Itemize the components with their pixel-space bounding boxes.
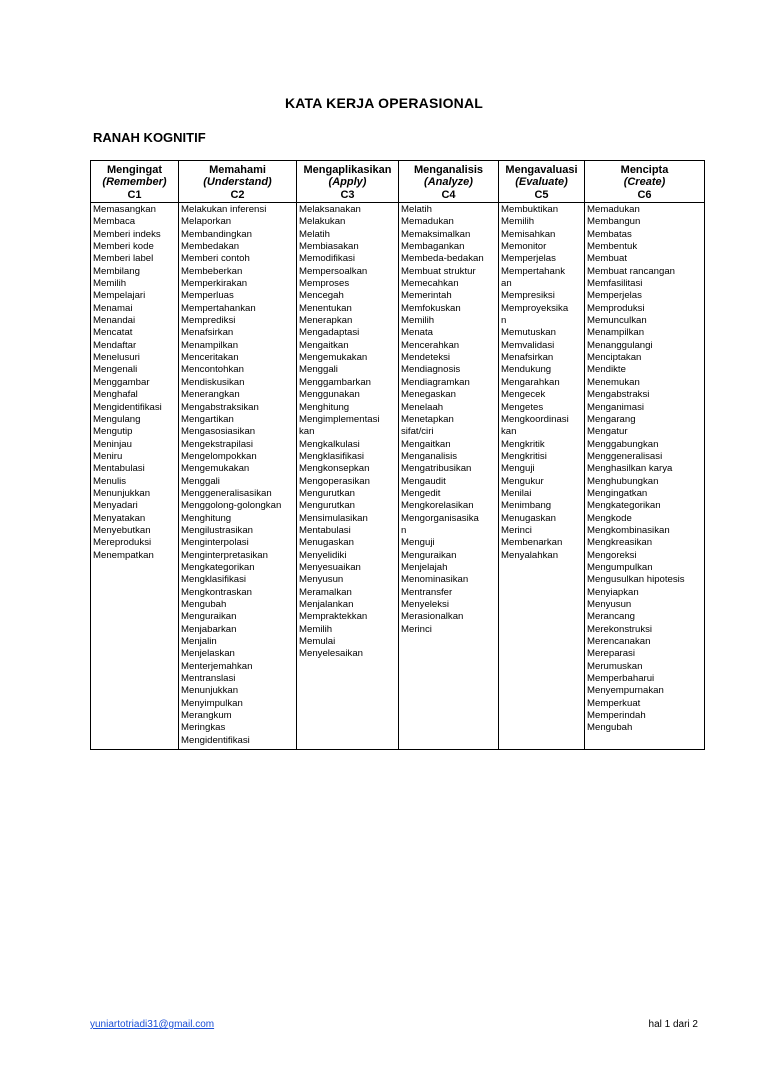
verb-list-c2 xyxy=(179,203,297,750)
verb-item: Menggali xyxy=(181,475,220,487)
verb-item: Menata xyxy=(401,327,433,339)
verb-item: Menentukan xyxy=(299,302,352,314)
verb-item: Memperjelas xyxy=(587,290,642,302)
column-code-c3: C3 xyxy=(297,189,399,203)
verb-item: Menghitung xyxy=(181,512,232,524)
verb-item: Membilang xyxy=(93,265,140,277)
verb-item: Menerapkan xyxy=(299,315,353,327)
verb-item: Menerangkan xyxy=(181,389,240,401)
verb-item: Mengklasifikasi xyxy=(299,450,365,462)
verb-item: an xyxy=(501,278,512,290)
verb-item: Menampilkan xyxy=(181,339,239,351)
verb-item: Menafsirkan xyxy=(501,352,554,364)
verb-item: Mengukur xyxy=(501,475,544,487)
verb-item: Mengkritisi xyxy=(501,450,547,462)
verb-item: Menjabarkan xyxy=(181,623,237,635)
verb-item: Meramalkan xyxy=(299,586,352,598)
verb-item: Mempersoalkan xyxy=(299,265,368,277)
verb-item: Memadukan xyxy=(401,216,454,228)
verb-item: Mempraktekkan xyxy=(299,611,368,623)
verb-item: Menulis xyxy=(93,475,127,487)
verb-item: Melakukan inferensi xyxy=(181,204,267,215)
verb-item: Memunculkan xyxy=(587,315,647,327)
verb-item: Menjalankan xyxy=(299,599,354,610)
verb-item: Merancang xyxy=(587,611,635,623)
verb-item: Memisahkan xyxy=(501,228,556,240)
verb-item: Mengubah xyxy=(181,599,227,610)
verb-item: Menafsirkan xyxy=(181,327,234,339)
verb-item: Melakukan xyxy=(299,216,346,228)
verb-item: Mendiskusikan xyxy=(181,376,245,388)
verb-item: Mereproduksi xyxy=(93,537,152,549)
verb-item: Mengkreasikan xyxy=(587,537,653,549)
verb-item: Mengulang xyxy=(93,413,141,425)
verb-item: Mengkalkulasi xyxy=(299,438,360,450)
verb-item: Menugaskan xyxy=(501,512,556,524)
verb-item: Menelaah xyxy=(401,401,444,413)
verb-item: Menjelajah xyxy=(401,561,448,573)
verb-item: Mendeteksi xyxy=(401,352,451,364)
column-header-c2: Memahami xyxy=(179,161,297,177)
verb-item: Membuktikan xyxy=(501,204,559,215)
verb-item: Menyelesaikan xyxy=(299,648,363,660)
verb-item: Merekonstruksi xyxy=(587,623,653,635)
verb-item: Membenarkan xyxy=(501,537,563,549)
verb-item: Menghitung xyxy=(299,401,350,413)
verb-item: Mengingatkan xyxy=(587,487,648,499)
verb-item: Mendiagramkan xyxy=(401,376,470,388)
verb-item: Menimbang xyxy=(501,500,552,512)
verb-item: Menguraikan xyxy=(401,549,457,561)
verb-item: Mengetes xyxy=(501,401,544,413)
verb-item: Melaporkan xyxy=(181,216,232,228)
column-code-c2: C2 xyxy=(179,189,297,203)
column-english-c2: (Understand) xyxy=(179,176,297,189)
column-code-c1: C1 xyxy=(91,189,179,203)
verb-item: Meringkas xyxy=(181,722,226,734)
verb-item: Mentransfer xyxy=(401,586,453,598)
column-english-c5: (Evaluate) xyxy=(499,176,585,189)
verb-item: Mengklasifikasi xyxy=(181,574,247,586)
verb-list-c1 xyxy=(91,203,179,750)
verb-item: Merasionalkan xyxy=(401,611,464,623)
column-header-c4: Menganalisis xyxy=(399,161,499,177)
verb-item: Menugaskan xyxy=(299,537,354,549)
verb-item: Mengorganisasika xyxy=(401,512,479,524)
verb-item: Menyelidiki xyxy=(299,549,347,561)
verb-item: Memperindah xyxy=(587,710,646,722)
verb-item: Memecahkan xyxy=(401,278,459,290)
verb-item: Menterjemahkan xyxy=(181,660,253,672)
verb-item: Menempatkan xyxy=(93,549,154,561)
verb-item: Menyebutkan xyxy=(93,524,151,536)
verb-item: Menampilkan xyxy=(587,327,645,339)
verb-item: Mengilustrasikan xyxy=(181,524,253,536)
verb-item: Memperkuat xyxy=(587,697,641,709)
verb-item: Membuat struktur xyxy=(401,265,476,277)
verb-item: Mengidentifikasi xyxy=(93,401,162,413)
verb-item: Menyusun xyxy=(299,574,344,586)
verb-item: Melatih xyxy=(299,228,330,240)
verb-item: Mengkorelasikan xyxy=(401,500,474,512)
verb-item: Mengabstraksi xyxy=(587,389,650,401)
verb-list-c5 xyxy=(499,203,585,750)
verb-item: Menyeleksi xyxy=(401,599,449,610)
verb-item: Membatas xyxy=(587,228,632,240)
verb-list-c6 xyxy=(585,203,705,750)
verb-item: Menganimasi xyxy=(587,401,645,413)
verb-item: Menguji xyxy=(401,537,435,549)
verb-item: Menggeneralisasi xyxy=(587,450,663,462)
verb-item: Menyesuaikan xyxy=(299,561,361,573)
verb-item: Mengkode xyxy=(587,512,632,524)
verb-item: Menceritakan xyxy=(181,352,239,364)
column-code-c6: C6 xyxy=(585,189,705,203)
verb-item: Memodifikasi xyxy=(299,253,355,265)
verb-item: Mensimulasikan xyxy=(299,512,368,524)
column-header-c5: Mengavaluasi xyxy=(499,161,585,177)
column-header-c6: Mencipta xyxy=(585,161,705,177)
verb-item: Mengkritik xyxy=(501,438,545,450)
verb-item: Menegaskan xyxy=(401,389,456,401)
verb-item: Memberi indeks xyxy=(93,228,161,240)
header-row-codes xyxy=(91,189,705,203)
verb-item: Mengaudit xyxy=(401,475,446,487)
verb-item: Menggabungkan xyxy=(587,438,659,450)
verb-item: Menjelaskan xyxy=(181,648,235,660)
verb-item: Menyadari xyxy=(93,500,138,512)
verb-item: Memperkirakan xyxy=(181,278,248,290)
verb-item: Mengelompokkan xyxy=(181,450,257,462)
verb-item: Mengurutkan xyxy=(299,500,355,512)
verbs-table xyxy=(90,160,705,750)
column-header-c1: Mengingat xyxy=(91,161,179,177)
verb-item: Membuat rancangan xyxy=(587,265,675,277)
verb-item: Menyimpulkan xyxy=(181,697,243,709)
verb-item: Menganalisis xyxy=(401,450,457,462)
verb-item: Menginterpretasikan xyxy=(181,549,268,561)
verb-item: Mendikte xyxy=(587,364,626,376)
verb-item: Menciptakan xyxy=(587,352,642,364)
column-code-c4: C4 xyxy=(399,189,499,203)
verb-item: Memulai xyxy=(299,636,336,648)
verb-item: Mengkoordinasi xyxy=(501,413,569,425)
verb-item: Membeda-bedakan xyxy=(401,253,484,265)
verb-item: Menetapkan xyxy=(401,413,454,425)
verb-item: Merumuskan xyxy=(587,660,643,672)
verb-list-c4 xyxy=(399,203,499,750)
column-header-c3: Mengaplikasikan xyxy=(297,161,399,177)
verb-item: Mengatur xyxy=(587,426,628,438)
verb-item: Menghubungkan xyxy=(587,475,659,487)
verb-item: Menanggulangi xyxy=(587,339,653,351)
verb-item: n xyxy=(401,524,407,536)
verb-item: Mempertahank xyxy=(501,265,565,277)
verb-item: Mengkategorikan xyxy=(181,561,255,573)
verb-item: Mengenali xyxy=(93,364,138,376)
verb-item: sifat/ciri xyxy=(401,426,434,438)
verb-item: Mengasosiasikan xyxy=(181,426,256,438)
verb-item: Memperbaharui xyxy=(587,673,655,685)
verb-item: Memprediksi xyxy=(181,315,236,327)
verb-item: Mereparasi xyxy=(587,648,635,660)
verb-item: kan xyxy=(501,426,517,438)
verb-item: Memilih xyxy=(401,315,435,327)
verb-item: Memerintah xyxy=(401,290,452,302)
verb-item: Menunjukkan xyxy=(93,487,151,499)
verb-item: Memberi contoh xyxy=(181,253,250,265)
page-number: hal 1 dari 2 xyxy=(648,1019,698,1030)
verb-item: Mengarang xyxy=(587,413,636,425)
verb-item: Mengekstrapilasi xyxy=(181,438,253,450)
header-row-names xyxy=(91,161,705,177)
verb-item: Menguji xyxy=(501,463,535,475)
verb-item: Mengatribusikan xyxy=(401,463,472,475)
verb-item: Menggunakan xyxy=(299,389,360,401)
verb-item: Membentuk xyxy=(587,241,638,253)
verb-item: Merencanakan xyxy=(587,636,651,648)
verb-item: Mencatat xyxy=(93,327,133,339)
verb-item: Menominasikan xyxy=(401,574,469,586)
verb-item: Mengimplementasi xyxy=(299,413,380,425)
verb-item: Mengubah xyxy=(587,722,633,734)
verb-item: Memfasilitasi xyxy=(587,278,643,290)
verb-item: Mempresiksi xyxy=(501,290,555,302)
verb-item: Mengartikan xyxy=(181,413,234,425)
verb-item: kan xyxy=(299,426,315,438)
verb-item: Mendiagnosis xyxy=(401,364,461,376)
verb-item: n xyxy=(501,315,507,327)
verb-item: Mendaftar xyxy=(93,339,137,351)
verb-item: Memilih xyxy=(299,623,333,635)
verb-item: Menggambar xyxy=(93,376,150,388)
verb-item: Menyusun xyxy=(587,599,632,610)
verb-item: Mengkombinasikan xyxy=(587,524,670,536)
footer-email-link[interactable]: yuniartotriadi31@gmail.com xyxy=(90,1019,215,1030)
verb-item: Memadukan xyxy=(587,204,640,215)
verb-item: Memvalidasi xyxy=(501,339,555,351)
verb-item: Mengaitkan xyxy=(401,438,451,450)
verb-item: Mengkonsepkan xyxy=(299,463,370,475)
column-english-c1: (Remember) xyxy=(91,176,179,189)
verb-item: Memfokuskan xyxy=(401,302,461,314)
verb-item: Menyiapkan xyxy=(587,586,639,598)
verb-item: Meninjau xyxy=(93,438,132,450)
verb-item: Mengemukakan xyxy=(181,463,250,475)
verb-item: Menelusuri xyxy=(93,352,140,364)
verb-item: Mengabstraksikan xyxy=(181,401,259,413)
verb-item: Membeberkan xyxy=(181,265,243,277)
verb-item: Memproduksi xyxy=(587,302,645,314)
verb-item: Mencegah xyxy=(299,290,344,302)
verb-item: Memberi label xyxy=(93,253,154,265)
verb-item: Menghafal xyxy=(93,389,138,401)
verb-item: Mengarahkan xyxy=(501,376,560,388)
verb-item: Memutuskan xyxy=(501,327,556,339)
column-english-c3: (Apply) xyxy=(297,176,399,189)
verb-item: Meniru xyxy=(93,450,123,462)
verb-item: Membaca xyxy=(93,216,136,228)
verb-item: Memilih xyxy=(501,216,535,228)
section-subtitle: RANAH KOGNITIF xyxy=(93,130,206,145)
header-row-english xyxy=(91,176,705,189)
verb-item: Menyempurnakan xyxy=(587,685,664,697)
verb-item: Mengaitkan xyxy=(299,339,349,351)
verb-item: Mengidentifikasi xyxy=(181,734,250,746)
verb-item: Menjalin xyxy=(181,636,217,648)
verb-item: Mengusulkan hipotesis xyxy=(587,574,685,586)
verb-item: Membuat xyxy=(587,253,627,265)
verb-item: Mengoperasikan xyxy=(299,475,370,487)
verb-item: Membiasakan xyxy=(299,241,359,253)
verb-item: Mengedit xyxy=(401,487,441,499)
verb-item: Mengecek xyxy=(501,389,546,401)
verb-item: Menguraikan xyxy=(181,611,237,623)
column-english-c4: (Analyze) xyxy=(399,176,499,189)
verb-item: Menggambarkan xyxy=(299,376,371,388)
verb-item: Melatih xyxy=(401,204,432,215)
verb-item: Memperjelas xyxy=(501,253,556,265)
verb-item: Menamai xyxy=(93,302,133,314)
verb-item: Menggeneralisasikan xyxy=(181,487,272,499)
column-code-c5: C5 xyxy=(499,189,585,203)
verb-item: Memilih xyxy=(93,278,127,290)
verb-item: Mengurutkan xyxy=(299,487,355,499)
verb-item: Memberi kode xyxy=(93,241,154,253)
verb-item: Mentranslasi xyxy=(181,673,236,685)
verb-item: Menemukan xyxy=(587,376,640,388)
verb-item: Memproses xyxy=(299,278,350,290)
verb-item: Mempelajari xyxy=(93,290,146,302)
verb-item: Menginterpolasi xyxy=(181,537,249,549)
verb-item: Mengadaptasi xyxy=(299,327,360,339)
verb-item: Mentabulasi xyxy=(299,524,351,536)
verb-item: Menyatakan xyxy=(93,512,146,524)
verb-item: Menandai xyxy=(93,315,136,327)
verb-item: Membandingkan xyxy=(181,228,252,240)
verb-item: Mentabulasi xyxy=(93,463,145,475)
verb-item: Menggali xyxy=(299,364,338,376)
verb-item: Merinci xyxy=(401,623,432,635)
verb-item: Melaksanakan xyxy=(299,204,361,215)
column-english-c6: (Create) xyxy=(585,176,705,189)
verb-item: Memaksimalkan xyxy=(401,228,471,240)
verb-item: Menggolong-golongkan xyxy=(181,500,282,512)
verb-list-c3 xyxy=(297,203,399,750)
verb-item: Memproyeksika xyxy=(501,302,569,314)
verb-item: Merinci xyxy=(501,524,532,536)
verb-item: Menyalahkan xyxy=(501,549,559,561)
document-title: KATA KERJA OPERASIONAL xyxy=(284,95,484,111)
verb-item: Membagankan xyxy=(401,241,465,253)
verb-item: Mengemukakan xyxy=(299,352,368,364)
verb-item: Membedakan xyxy=(181,241,240,253)
verb-item: Membangun xyxy=(587,216,641,228)
verb-item: Mencerahkan xyxy=(401,339,460,351)
verbs-row xyxy=(91,203,705,750)
verb-item: Memonitor xyxy=(501,241,547,253)
verb-item: Mencontohkan xyxy=(181,364,244,376)
verb-item: Menilai xyxy=(501,487,532,499)
verb-item: Mengoreksi xyxy=(587,549,637,561)
verb-item: Menghasilkan karya xyxy=(587,463,673,475)
verb-item: Mengumpulkan xyxy=(587,561,653,573)
verb-item: Mendukung xyxy=(501,364,552,376)
verb-item: Mengutip xyxy=(93,426,133,438)
verb-item: Memperluas xyxy=(181,290,234,302)
verb-item: Menunjukkan xyxy=(181,685,239,697)
verb-item: Mempertahankan xyxy=(181,302,256,314)
verb-item: Memasangkan xyxy=(93,204,156,215)
verb-item: Merangkum xyxy=(181,710,232,722)
verb-item: Mengkontraskan xyxy=(181,586,252,598)
verb-item: Mengkategorikan xyxy=(587,500,661,512)
